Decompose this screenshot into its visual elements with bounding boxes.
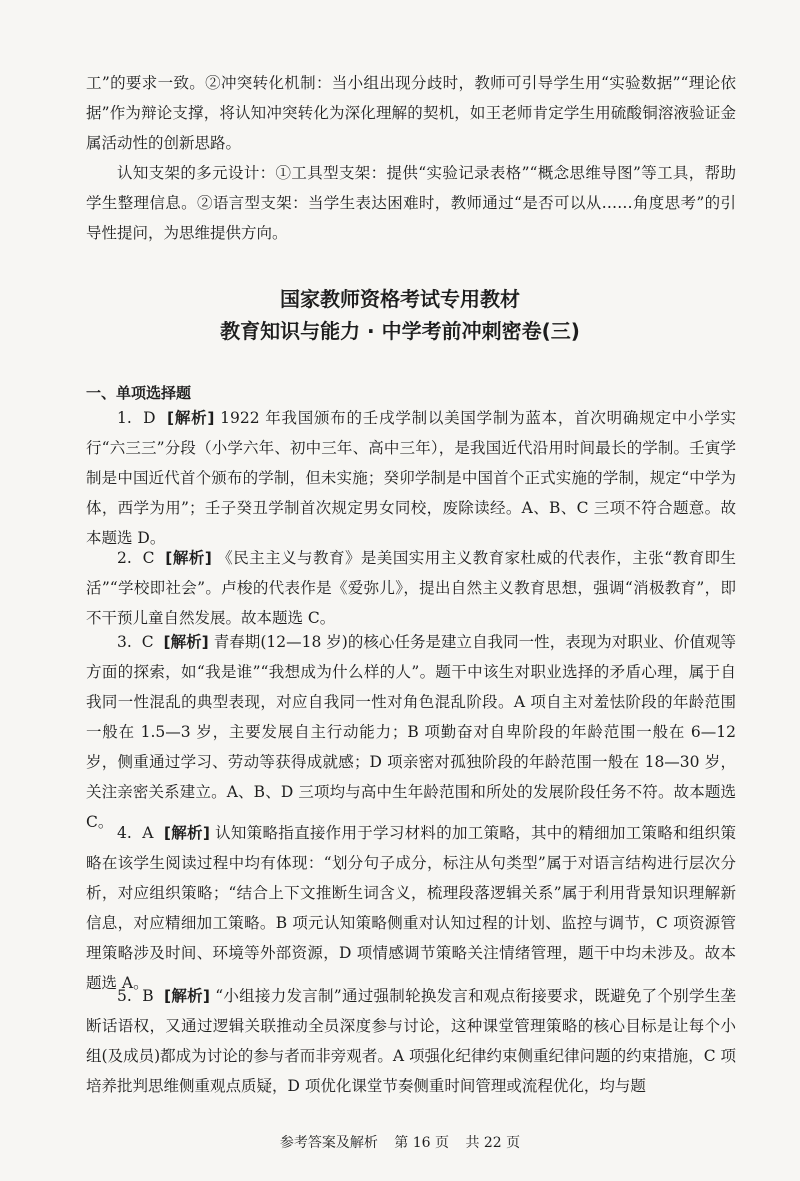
- analysis-tag: [解析]: [166, 409, 215, 427]
- answer-item: [86, 627, 736, 837]
- answer-number: 5.: [117, 987, 132, 1005]
- analysis-tag: [解析]: [163, 633, 209, 651]
- analysis-tag: [解析]: [164, 987, 210, 1005]
- answer-text: 认知策略指直接作用于学习材料的加工策略，其中的精细加工策略和组织策略在该学生阅读过程中均有体现：“划分句子成分，标注从句类型”属于对语言结构进行层次分析，对应组织策略；“结合上下文推断生词含义，梳理段落逻辑关系”属于利用背景知识理解新信息，对应精细加工策略。B 项元认知策略侧重对认知过程的计划、监控与调节，C 项资源管理策略涉及时间、环境等外部资源，D 项情感调节策略关注情绪管理，题干中均未涉及。故本题选 A。: [86, 824, 736, 992]
- footer-total-pages: 共 22 页: [465, 1135, 521, 1151]
- answer-letter: C: [141, 633, 154, 651]
- answer-item: [86, 543, 736, 633]
- answer-text: 青春期(12—18 岁)的核心任务是建立自我同一性，表现为对职业、价值观等方面的探索，如“我是谁”“我想成为什么样的人”。题干中该生对职业选择的矛盾心理，属于自我同一性混乱的典型表现，对应自我同一性对角色混乱阶段。A 项自主对羞怯阶段的年龄范围一般在 1.5—3 岁，主要发展自主行动能力；B 项勤奋对自卑阶段的年龄范围一般在 6—12 岁，侧重通过学习、劳动等获得成就感；D 项亲密对孤独阶段的年龄范围一般在 18—30 岁，关注亲密关系建立。A、B、D 三项均与高中生年龄范围和所处的发展阶段任务不符。故本题选 C。: [86, 633, 737, 831]
- answer-number: 3.: [117, 633, 132, 651]
- answer-text: “小组接力发言制”通过强制轮换发言和观点衔接要求，既避免了个别学生垄断话语权，又通过逻辑关联推动全员深度参与讨论，这种课堂管理策略的核心目标是让每个小组(及成员)都成为讨论的参与者而非旁观者。A 项强化纪律约束侧重纪律问题的约束措施，C 项培养批判思维侧重观点质疑，D 项优化课堂节奏侧重时间管理或流程优化，均与题: [86, 987, 736, 1095]
- footer-label: 参考答案及解析: [279, 1135, 378, 1151]
- answer-letter: B: [142, 987, 154, 1005]
- page-footer: [0, 1132, 800, 1152]
- analysis-tag: [解析]: [165, 549, 212, 567]
- paragraph-scaffold-design: 认知支架的多元设计：①工具型支架：提供“实验记录表格”“概念思维导图”等工具，帮助学生整理信息。②语言型支架：当学生表达困难时，教师通过“是否可以从……角度思考”的引导性提问，为思维提供方向。: [86, 164, 736, 242]
- answer-item: [86, 403, 736, 553]
- answer-number: 4.: [117, 824, 132, 842]
- analysis-tag: [解析]: [163, 824, 210, 842]
- answer-number: 1.: [117, 409, 132, 427]
- paragraph-continuation: 工”的要求一致。②冲突转化机制：当小组出现分歧时，教师可引导学生用“实验数据”“理论依据”作为辩论支撑，将认知冲突转化为深化理解的契机，如王老师肯定学生用硫酸铜溶液验证金属活动性的创新思路。: [86, 74, 736, 152]
- answer-item: [86, 818, 736, 998]
- document-title-line1: 国家教师资格考试专用教材: [280, 287, 520, 311]
- answer-letter: D: [143, 409, 156, 427]
- document-title-line2: 教育知识与能力 · 中学考前冲刺密卷(三): [220, 319, 580, 343]
- answer-number: 2.: [117, 549, 132, 567]
- answer-letter: C: [142, 549, 155, 567]
- footer-page-number: 第 16 页: [394, 1135, 449, 1151]
- answer-text: 1922 年我国颁布的壬戌学制以美国学制为蓝本，首次明确规定中小学实行“六三三”分段（小学六年、初中三年、高中三年），是我国近代沿用时间最长的学制。壬寅学制是中国近代首个颁布的学制，但未实施；癸卯学制是中国首个正式实施的学制，规定“中学为体，西学为用”；壬子癸丑学制首次规定男女同校，废除读经。A、B、C 三项不符合题意。故本题选 D。: [86, 409, 736, 547]
- answer-item: [86, 981, 736, 1101]
- answer-text: 《民主主义与教育》是美国实用主义教育家杜威的代表作，主张“教育即生活”“学校即社会”。卢梭的代表作是《爱弥儿》，提出自然主义教育思想，强调“消极教育”，即不干预儿童自然发展。故本题选 C。: [86, 549, 737, 627]
- answer-letter: A: [142, 824, 154, 842]
- section-heading: 一、单项选择题: [86, 384, 192, 402]
